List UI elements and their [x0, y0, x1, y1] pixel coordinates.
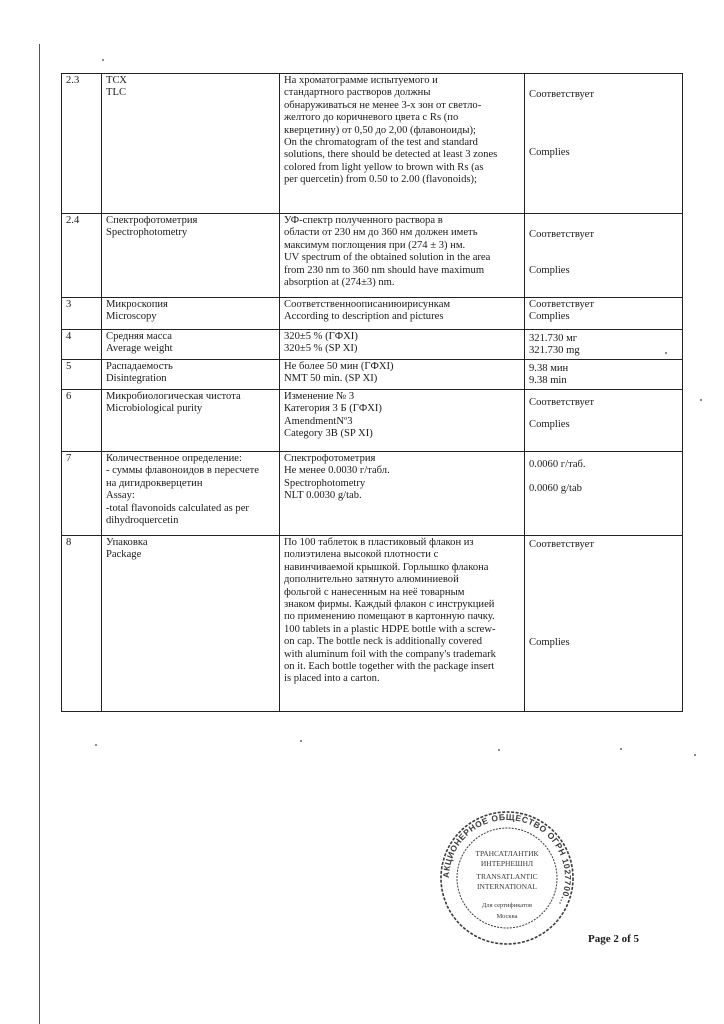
result-en: Complies [529, 637, 570, 649]
specification-line: is placed into a carton. [284, 673, 380, 685]
specification-line: максимум поглощения при (274 ± 3) нм. [284, 239, 466, 251]
seal-line-5: Для сертификатов [481, 902, 533, 909]
test-name-line: ТСХ [106, 75, 127, 86]
specification-line: Spectrophotometry [284, 477, 366, 489]
specification-line: дополнительно затянуто алюминиевой [284, 574, 459, 586]
specification-line: обнаруживаться не менее 3-х зон от светло- [284, 99, 482, 111]
result-en: Complies [529, 311, 570, 323]
seal-line-4: INTERNATIONAL [477, 882, 537, 891]
result-ru: Соответствует [529, 539, 595, 550]
test-name [102, 452, 280, 536]
result [525, 214, 683, 298]
table-row [62, 298, 683, 330]
specification-line: кверцетину) от 0,50 до 2,00 (флавоноиды); [284, 124, 477, 136]
test-name-line: Microbiological purity [106, 403, 203, 415]
specification-line: UV spectrum of the obtained solution in the area [284, 252, 491, 264]
specification-line: 320±5 % (ГФXI) [284, 331, 358, 342]
specification [280, 536, 525, 712]
row-number: 7 [62, 452, 102, 536]
specification-line: NLT 0.0030 g/tab. [284, 490, 362, 502]
result-ru: 321.730 мг [529, 333, 578, 344]
result-en: 321.730 mg [529, 345, 580, 357]
table-row [62, 390, 683, 452]
seal-line-3: TRANSATLANTIC [476, 872, 538, 881]
test-name-line: Package [106, 549, 142, 561]
result-ru: Соответствует [529, 89, 595, 100]
test-name-line: Spectrophotometry [106, 227, 188, 239]
seal-ring-text: АКЦИОНЕРНОЕ ОБЩЕСТВО ОГРН 1027700... [440, 811, 574, 908]
result-en: Complies [529, 419, 570, 431]
specification-line: from 230 nm to 360 nm should have maximum [284, 264, 485, 276]
result [525, 390, 683, 452]
scan-speck [300, 740, 302, 742]
specification-line: УФ-спектр полученного раствора в [284, 215, 443, 226]
scan-speck [95, 744, 97, 746]
result [525, 360, 683, 390]
seal-line-6: Москва [496, 913, 518, 920]
scan-speck [700, 399, 702, 401]
test-name-line: Disintegration [106, 373, 167, 385]
specification-line: стандартного растворов должны [284, 87, 431, 99]
specification-line: Категория 3 Б (ГФXI) [284, 403, 382, 415]
specification-line: области от 230 нм до 360 нм должен иметь [284, 227, 478, 239]
specification-line: На хроматограмме испытуемого и [284, 75, 438, 86]
test-name-line: Количественное определение: [106, 453, 242, 464]
row-number: 2.3 [62, 74, 102, 214]
row-number: 6 [62, 390, 102, 452]
table-row [62, 360, 683, 390]
specification-line: on cap. The bottle neck is additionally covered [284, 636, 483, 648]
specification-line: colored from light yellow to brown with Rs (as [284, 161, 484, 173]
specification-line: 320±5 % (SP XI) [284, 343, 358, 355]
test-name [102, 536, 280, 712]
table-row [62, 330, 683, 360]
specification-line: According to description and pictures [284, 311, 444, 323]
scan-speck [694, 754, 696, 756]
company-seal [437, 808, 577, 948]
row-number: 2.4 [62, 214, 102, 298]
specification-line: полиэтилена высокой плотности с [284, 549, 439, 561]
specification-line: навинчиваемой крышкой. Горлышко флакона [284, 561, 489, 573]
test-name [102, 360, 280, 390]
test-name-line: Спектрофотометрия [106, 215, 198, 226]
result-ru: 0.0060 г/таб. [529, 459, 586, 470]
test-name-line: TLC [106, 87, 127, 99]
specification [280, 330, 525, 360]
specification [280, 298, 525, 330]
specification [280, 452, 525, 536]
test-name-line: -total flavonoids calculated as per [106, 502, 249, 514]
test-name-line: Assay: [106, 490, 135, 502]
scan-speck [102, 59, 104, 61]
row-number: 3 [62, 298, 102, 330]
row-number: 8 [62, 536, 102, 712]
specification [280, 390, 525, 452]
test-name-line: dihydroquercetin [106, 515, 179, 527]
page-number: Page 2 of 5 [588, 933, 640, 945]
table-row [62, 536, 683, 712]
row-number: 5 [62, 360, 102, 390]
scan-speck [620, 748, 622, 750]
test-name-line: Распадаемость [106, 361, 173, 372]
result [525, 330, 683, 360]
specification-line: фольгой с нанесенным на неё товарным [284, 586, 465, 598]
test-name-line: Упаковка [106, 537, 148, 548]
table-row [62, 214, 683, 298]
specification [280, 214, 525, 298]
specification [280, 74, 525, 214]
result-en: Complies [529, 265, 570, 277]
specification-line: absorption at (274±3) nm. [284, 277, 395, 289]
test-name [102, 390, 280, 452]
specification-line: знаком фирмы. Каждый флакон с инструкцией [284, 599, 495, 611]
result [525, 298, 683, 330]
specification-line: AmendmentNº3 [284, 415, 353, 427]
test-name-line: на дигидрокверцетин [106, 477, 203, 489]
specification-line: Category 3B (SP XI) [284, 428, 373, 440]
test-name-line: Микроскопия [106, 299, 168, 310]
test-name [102, 298, 280, 330]
test-name-line: Микробиологическая чистота [106, 391, 241, 402]
specification-line: per quercetin) from 0.50 to 2.00 (flavonoids); [284, 174, 477, 186]
seal-line-2: ИНТЕРНЕШНЛ [480, 859, 534, 868]
test-name [102, 214, 280, 298]
result [525, 452, 683, 536]
specification-line: 100 tablets in a plastic HDPE bottle with a screw- [284, 623, 496, 635]
specification-line: Соответственноописаниюирисункам [284, 299, 451, 310]
result [525, 536, 683, 712]
result-en: 9.38 min [529, 375, 567, 387]
result-en: Complies [529, 147, 570, 159]
test-name-line: Microscopy [106, 311, 157, 323]
specification-line: Не менее 0.0030 г/табл. [284, 465, 390, 477]
specification-line: NMT 50 min. (SP XI) [284, 373, 378, 385]
result [525, 74, 683, 214]
specification-line: with aluminum foil with the company's trademark [284, 648, 496, 660]
specification [280, 360, 525, 390]
specification-line: По 100 таблеток в пластиковый флакон из [284, 537, 474, 548]
result-en: 0.0060 g/tab [529, 483, 582, 495]
test-name-line: Average weight [106, 343, 173, 355]
margin-line [39, 44, 40, 1024]
specification-line: Изменение № 3 [284, 391, 355, 402]
result-ru: Соответствует [529, 229, 595, 240]
result-ru: Соответствует [529, 299, 595, 310]
row-number: 4 [62, 330, 102, 360]
result-ru: Соответствует [529, 397, 595, 408]
specification-line: желтого до коричневого цвета с Rs (по [284, 112, 459, 124]
test-name [102, 330, 280, 360]
scan-speck [665, 352, 667, 354]
result-ru: 9.38 мин [529, 363, 569, 374]
seal-line-1: ТРАНСАТЛАНТИК [475, 849, 539, 858]
test-name-line: Средняя масса [106, 331, 172, 342]
specification-line: Не более 50 мин (ГФXI) [284, 361, 394, 372]
test-name-line: - суммы флавоноидов в пересчете [106, 465, 259, 477]
table-row [62, 74, 683, 214]
specification-line: On the chromatogram of the test and standard [284, 137, 478, 149]
specification-line: solutions, there should be detected at least 3 zones [284, 149, 498, 161]
specification-line: по применению помещают в картонную пачку. [284, 611, 495, 623]
test-name [102, 74, 280, 214]
table-row [62, 452, 683, 536]
specification-line: on it. Each bottle together with the package insert [284, 661, 495, 673]
specification-table [61, 73, 683, 712]
specification-line: Спектрофотометрия [284, 453, 376, 464]
scan-speck [498, 749, 500, 751]
